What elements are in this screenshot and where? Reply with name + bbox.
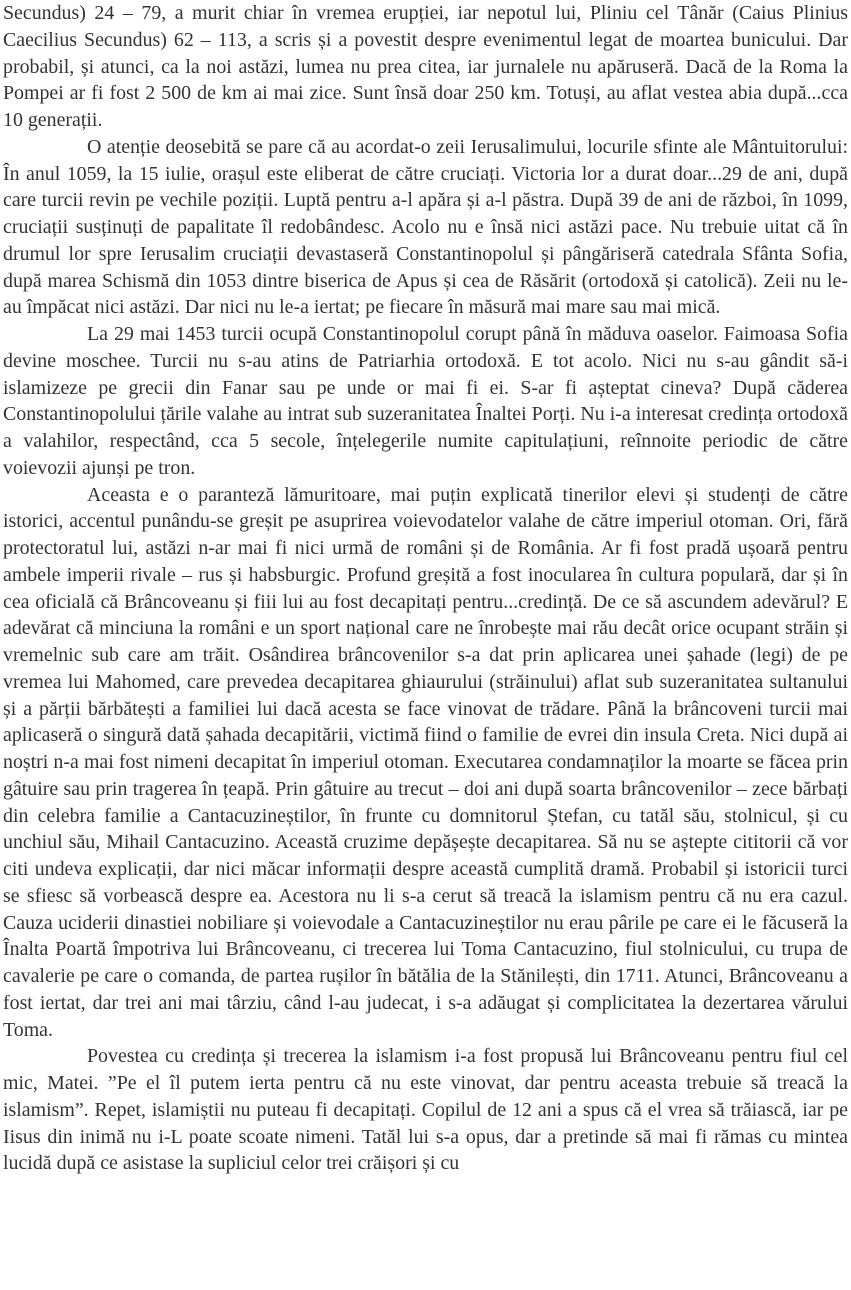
paragraph-matei: Povestea cu credința și trecerea la islamism i-a fost propusă lui Brâncoveanu pentru fiul cel mic, Matei. ”Pe el îl putem ierta pentru că nu este vinovat, dar pentru aceasta trebuie să treacă la islamism”. Repet, islamiștii nu puteau fi decapitați. Copilul de 12 ani a spus că el vrea să trăiască, iar pe Iisus din inimă nu i-L poate scoate nimeni. Tatăl lui s-a opus, dar a pretinde să mai fi rămas cu mintea lucidă după ce asistase la supliciul celor trei crăișori și cu	[3, 1045, 848, 1175]
paragraph-brancoveni: Aceasta e o paranteză lămuritoare, mai puțin explicată tinerilor elevi și studenți de către istorici, accentul punându-se greșit pe asuprirea voievodatelor valahe de către imperiul otoman. Ori, fără protectoratul lui, astăzi n-ar mai fi nici urmă de români și de România. Ar fi fost pradă ușoară pentru ambele imperii rivale – rus și habsburgic. Profund greșită a fost inocularea în cultura populară, dar și în cea oficială că Brâncoveanu și fiii lui au fost decapitați pentru...credință. De ce să ascundem adevărul? E adevărat că minciuna la români e un sport național care ne înrobește mai rău decât orice ocupant străin și vremelnic sub care am trăit. Osândirea brâncovenilor s-a dat prin aplicarea unei șahade (legi) de pe vremea lui Mahomed, care prevedea decapitarea ghiaurului (străinului) aflat sub suzeranitatea sultanului și a părții bărbătești a familiei lui dacă acesta se face vinovat de trădare. Până la brâncoveni turcii mai aplicaseră o singură dată șahada decapitării, victimă fiind o familie de evrei din insula Creta. Nici după ai noștri n-a mai fost nimeni decapitat în imperiul otoman. Executarea condamnaților la moarte se făcea prin gâtuire sau prin tragerea în țeapă. Prin gâtuire au trecut – doi ani după soarta brâncovenilor – zece bărbați din celebra familie a Cantacuzineștilor, în frunte cu domnitorul Ștefan, cu tatăl său, stolnicul, și cu unchiul său, Mihail Cantacuzino. Această cruzime depășește decapitarea. Să nu se aștepte cititorii că vor citi undeva explicații, dar nici măcar informații despre această cumplită dramă. Probabil și istoricii turci se sfiesc să vorbească despre ea. Acestora nu li s-a cerut să treacă la islamism pentru că nu era cazul. Cauza uciderii dinastiei nobiliare și voievodale a Cantacuzineștilor nu erau pârile pe care ei le făcuseră la Înalta Poartă împotriva lui Brâncoveanu, ci trecerea lui Toma Cantacuzino, fiul stolnicului, cu trupa de cavalerie pe care o comanda, de partea rușilor în bătălia de la Stănilești, din 1711. Atunci, Brâncoveanu a fost iertat, dar trei ani mai târziu, când l-au judecat, i s-a adăugat și complicitatea la dezertarea vărului Toma.	[3, 483, 848, 1041]
paragraph-constantinopol: La 29 mai 1453 turcii ocupă Constantinopolul corupt până în măduva oaselor. Faimoasa Sofia devine moschee. Turcii nu s-au atins de Patriarhia ortodoxă. E tot acolo. Nici nu s-au gândit să-i islamizeze pe grecii din Fanar sau pe unde or mai fi ei. S-ar fi așteptat cineva? După căderea Constantinopolului țările valahe au intrat sub suzeranitatea Înaltei Porți. Nu i-a interesat credința ortodoxă a valahilor, respectând, cca 5 secole, înțelegerile numite capitulațiuni, reînnoite periodic de către voievozii ajunși pe tron.	[3, 323, 848, 479]
paragraph-ierusalim: O atenție deosebită se pare că au acordat-o zeii Ierusalimului, locurile sfinte ale Mântuitorului: În anul 1059, la 15 iulie, orașul este eliberat de către cruciați. Victoria lor a durat doar...29 de ani, după care turcii revin pe vechile poziții. Luptă pentru a-l apăra și a-l păstra. După 39 de ani de război, în 1099, cruciații susținuți de papalitate îl redobândesc. Acolo nu e însă nici astăzi pace. Nu trebuie uitat că în drumul lor spre Ierusalim cruciații devastaseră Constantinopolul și pângăriseră catedrala Sfânta Sofia, după marea Schismă din 1053 dintre biserica de Apus și cea de Răsărit (ortodoxă și catolică). Zeii nu le-au împăcat nici astăzi. Dar nici nu le-a iertat; pe fiecare în măsură mai mare sau mai mică.	[3, 135, 848, 319]
paragraph-pliniu: Secundus) 24 – 79, a murit chiar în vremea erupției, iar nepotul lui, Pliniu cel Tânăr (Caius Plinius Caecilius Secundus) 62 – 113, a scris și a povestit despre evenimentul legat de moartea bunicului. Dar probabil, și atunci, ca la noi astăzi, lumea nu prea citea, iar jurnalele nu apăruseră. Dacă de la Roma la Pompei ar fi fost 2 500 de km ai mai zice. Sunt însă doar 250 km. Totuși, au aflat vestea abia după...cca 10 generații.	[3, 2, 848, 131]
